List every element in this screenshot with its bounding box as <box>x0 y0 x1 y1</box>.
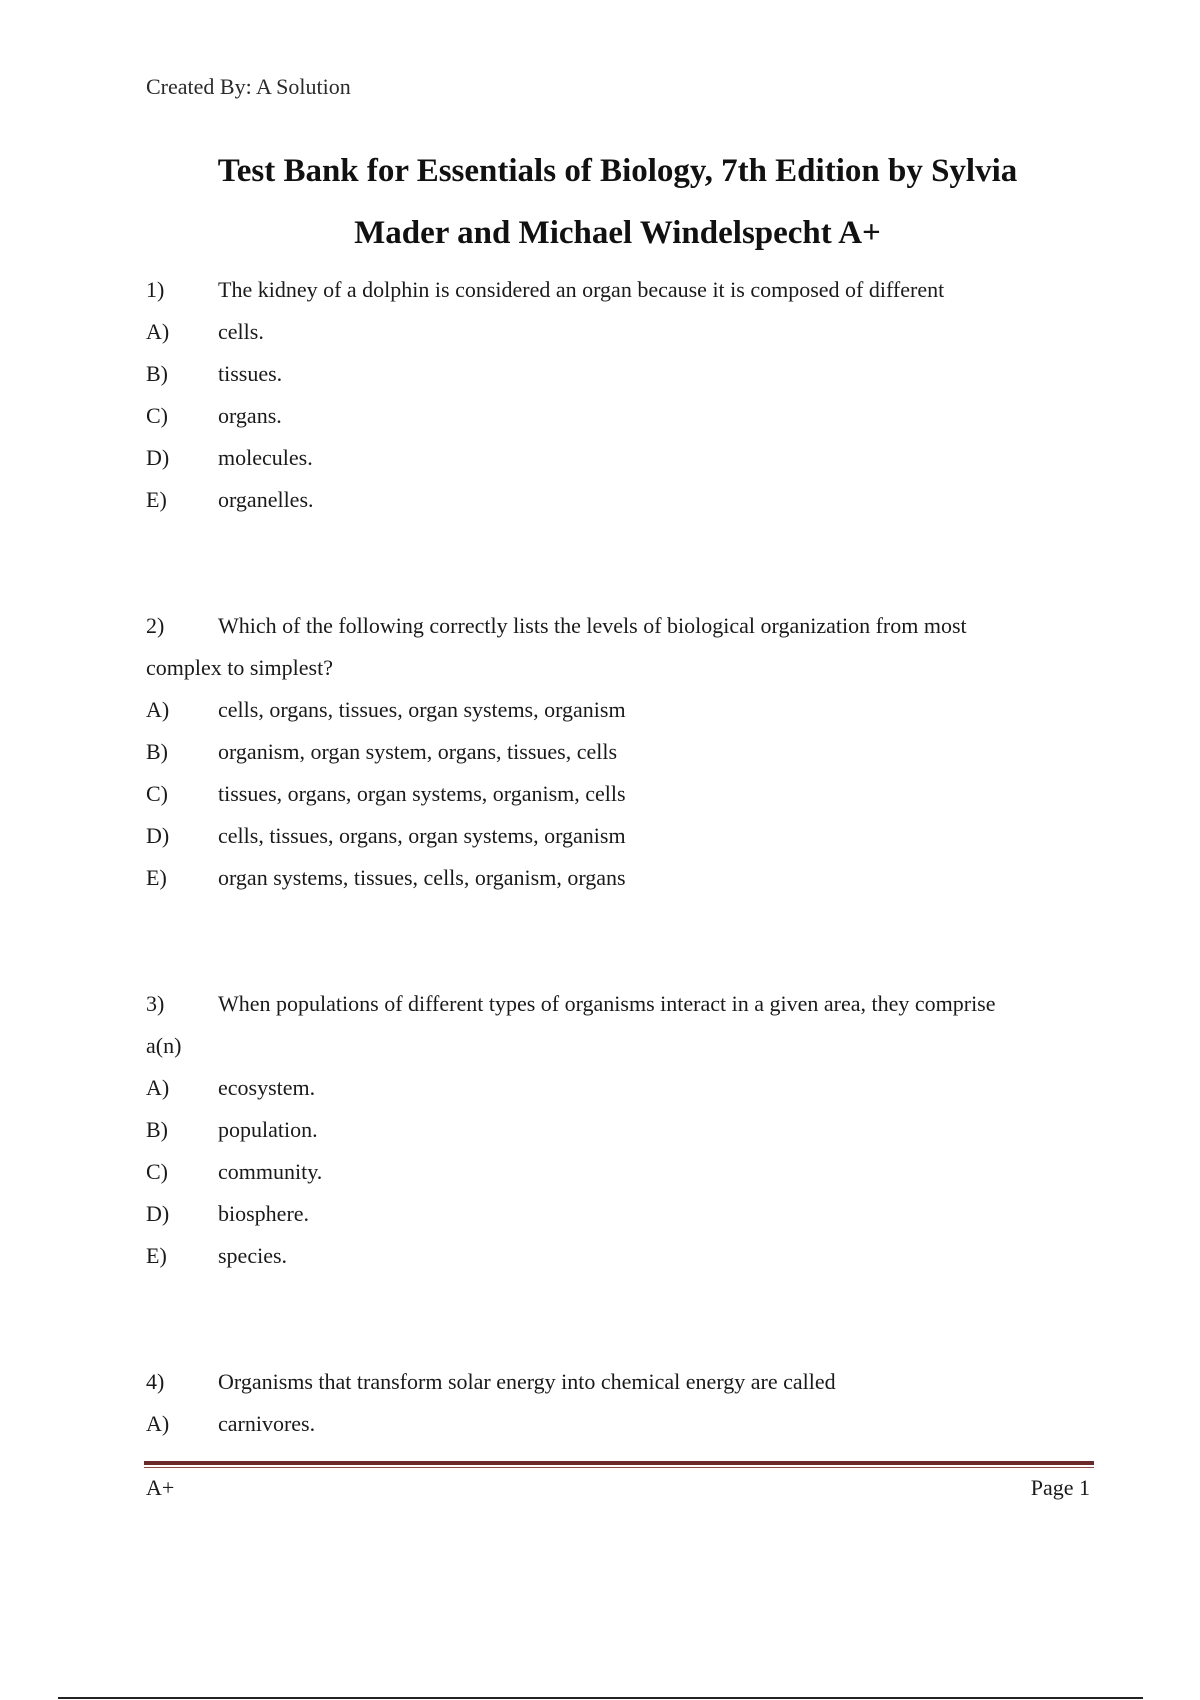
option-text: community. <box>218 1159 323 1184</box>
answer-option <box>146 731 1096 773</box>
answer-option <box>146 1151 1096 1193</box>
question-text: When populations of different types of organisms interact in a given area, they comprise <box>218 991 996 1016</box>
option-letter: B) <box>146 739 168 764</box>
option-letter: E) <box>146 487 167 512</box>
option-letter: C) <box>146 403 168 428</box>
question-2 <box>146 605 1096 899</box>
question-stem <box>146 983 1096 1025</box>
question-stem <box>146 269 1096 311</box>
answer-option <box>146 1403 1096 1445</box>
option-text: ecosystem. <box>218 1075 316 1100</box>
option-letter: B) <box>146 1117 168 1142</box>
option-letter: D) <box>146 445 170 470</box>
option-text: cells. <box>218 319 264 344</box>
question-1 <box>146 269 1096 521</box>
option-text: cells, organs, tissues, organ systems, organism <box>218 697 626 722</box>
question-number: 4) <box>146 1369 165 1394</box>
question-stem <box>146 605 1096 647</box>
option-letter: C) <box>146 781 168 806</box>
question-stem <box>146 1361 1096 1403</box>
option-letter: A) <box>146 1411 170 1436</box>
option-letter: E) <box>146 1243 167 1268</box>
option-letter: A) <box>146 697 170 722</box>
option-letter: D) <box>146 1201 170 1226</box>
answer-option <box>146 479 1096 521</box>
answer-option <box>146 689 1096 731</box>
answer-option <box>146 437 1096 479</box>
option-letter: A) <box>146 319 170 344</box>
question-text: The kidney of a dolphin is considered an organ because it is composed of different <box>218 277 945 302</box>
option-letter: C) <box>146 1159 168 1184</box>
question-3 <box>146 983 1096 1277</box>
page-number: Page 1 <box>1030 1475 1090 1500</box>
question-list <box>146 269 1096 1445</box>
option-text: species. <box>218 1243 288 1268</box>
question-text: Organisms that transform solar energy into chemical energy are called <box>218 1369 836 1394</box>
question-text-continued: complex to simplest? <box>146 655 333 680</box>
created-by-header: Created By: A Solution <box>146 74 351 99</box>
question-number: 2) <box>146 613 165 638</box>
option-text: tissues. <box>218 361 283 386</box>
question-text: Which of the following correctly lists the levels of biological organization from most <box>218 613 967 638</box>
title-line-1: Test Bank for Essentials of Biology, 7th Edition by Sylvia <box>217 153 1018 189</box>
option-text: population. <box>218 1117 318 1142</box>
page-bottom-divider <box>58 1697 1143 1699</box>
answer-option <box>146 857 1096 899</box>
answer-option <box>146 773 1096 815</box>
answer-option <box>146 1193 1096 1235</box>
option-letter: D) <box>146 823 170 848</box>
document-title <box>100 140 1135 264</box>
answer-option <box>146 1067 1096 1109</box>
footer-divider-thin <box>144 1467 1094 1468</box>
option-text: molecules. <box>218 445 313 470</box>
option-text: organ systems, tissues, cells, organism, organs <box>218 865 626 890</box>
option-text: cells, tissues, organs, organ systems, organism <box>218 823 626 848</box>
answer-option <box>146 395 1096 437</box>
option-letter: E) <box>146 865 167 890</box>
answer-option <box>146 1235 1096 1277</box>
answer-option <box>146 311 1096 353</box>
option-text: organism, organ system, organs, tissues, cells <box>218 739 618 764</box>
answer-option <box>146 1109 1096 1151</box>
option-text: organs. <box>218 403 282 428</box>
footer-divider <box>144 1461 1094 1465</box>
answer-option <box>146 815 1096 857</box>
answer-option <box>146 353 1096 395</box>
option-letter: A) <box>146 1075 170 1100</box>
footer-label: A+ <box>146 1475 175 1500</box>
question-text-continued: a(n) <box>146 1033 182 1058</box>
option-letter: B) <box>146 361 168 386</box>
option-text: organelles. <box>218 487 314 512</box>
question-4 <box>146 1361 1096 1445</box>
question-number: 1) <box>146 277 165 302</box>
title-line-2: Mader and Michael Windelspecht A+ <box>354 215 881 251</box>
question-number: 3) <box>146 991 165 1016</box>
option-text: carnivores. <box>218 1411 316 1436</box>
option-text: tissues, organs, organ systems, organism, cells <box>218 781 626 806</box>
option-text: biosphere. <box>218 1201 310 1226</box>
